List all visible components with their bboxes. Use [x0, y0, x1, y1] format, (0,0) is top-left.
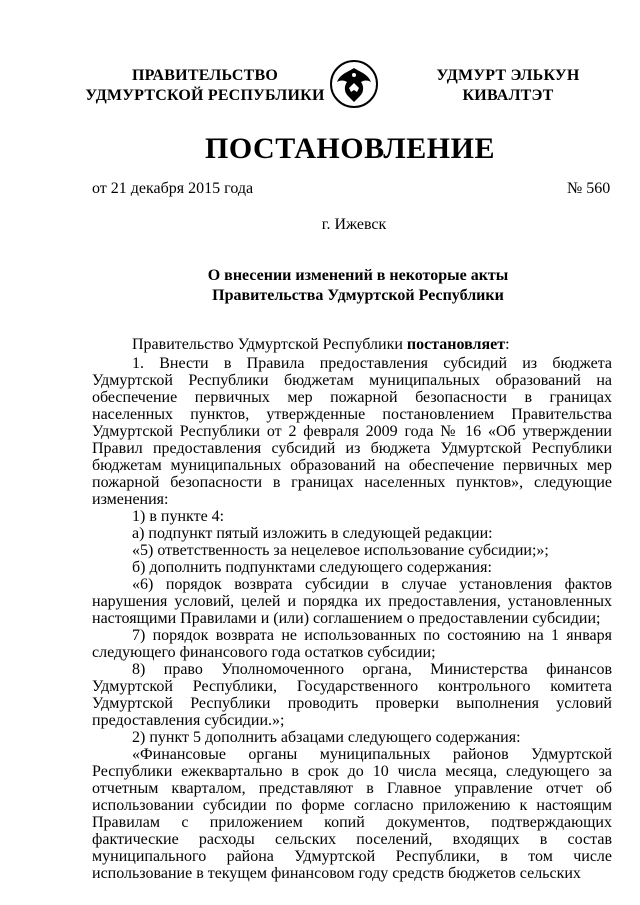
issuer-udmurt-line-1: УДМУРТ ЭЛЬКУН: [436, 67, 580, 84]
document-type: ПОСТАНОВЛЕНИЕ: [205, 132, 495, 165]
lead-colon: :: [505, 336, 510, 353]
coat-of-arms-icon: [330, 58, 378, 110]
issuer-line-1: ПРАВИТЕЛЬСТВО: [131, 67, 279, 84]
document-date: от 21 декабря 2015 года: [92, 180, 254, 197]
body-paragraph: 2) пункт 5 дополнить абзацами следующего содержания:: [132, 729, 521, 746]
body-paragraph: «Финансовые органы муниципальных районов Удмуртской Республики ежеквартально в срок до 10 числа месяца, следующего за отчетным кварталом, представляют в Главное управление отчет об использовании субсидии по форме согласно приложению к настоящим Правилам с приложением копий документов, подтверждающих фактические расходы сельских поселений, входящих в состав муниципального района Удмуртской Республики, в том числе использование в текущем финансовом году средств бюджетов сельских: [92, 746, 612, 882]
document-city: г. Ижевск: [321, 216, 387, 233]
lead-paragraph: [92, 336, 612, 353]
body-paragraph: «6) порядок возврата субсидии в случае установления фактов нарушения условий, целей и порядка их предоставления, установленных настоящими Правилами и (или) соглашением о предоставлении субсидии;: [92, 576, 612, 627]
issuer-udmurt-line-2: КИВАЛТЭТ: [462, 87, 554, 104]
body-paragraph: 8) право Уполномоченного органа, Министерства финансов Удмуртской Республики, Государственного контрольного комитета Удмуртской Республики проводить проверки выполнения условий предоставления субсидии.»;: [92, 661, 612, 729]
issuer-name-udmurt: [398, 66, 618, 106]
document-body: [92, 336, 612, 882]
body-paragraph: «5) ответственность за нецелевое использование субсидии;»;: [132, 542, 549, 559]
document-title: [0, 266, 640, 306]
body-paragraph: а) подпункт пятый изложить в следующей редакции:: [132, 525, 493, 542]
issuer-name-russian: [80, 66, 330, 106]
body-paragraph: 1) в пункте 4:: [132, 508, 225, 525]
issuer-line-2: УДМУРТСКОЙ РЕСПУБЛИКИ: [85, 87, 325, 104]
lead-text: Правительство Удмуртской Республики: [132, 336, 407, 353]
document-number: № 560: [567, 180, 611, 197]
title-line-1: О внесении изменений в некоторые акты: [207, 267, 509, 284]
body-paragraph: 1. Внести в Правила предоставления субсидий из бюджета Удмуртской Республики бюджетам муниципальных образований на обеспечение первичных мер пожарной безопасности в границах населенных пунктов, утвержденные постановлением Правительства Удмуртской Республики от 2 февраля 2009 года № 16 «Об утверждении Правил предоставления субсидий из бюджета Удмуртской Республики бюджетам муниципальных образований на обеспечение первичных мер пожарной безопасности в границах населенных пунктов», следующие изменения:: [92, 355, 612, 508]
title-line-2: Правительства Удмуртской Республики: [212, 287, 504, 304]
lead-verb: постановляет: [406, 336, 506, 353]
body-paragraph: б) дополнить подпунктами следующего содержания:: [132, 559, 492, 576]
body-paragraph: 7) порядок возврата не использованных по состоянию на 1 января следующего финансового года остатков субсидии;: [92, 627, 612, 661]
